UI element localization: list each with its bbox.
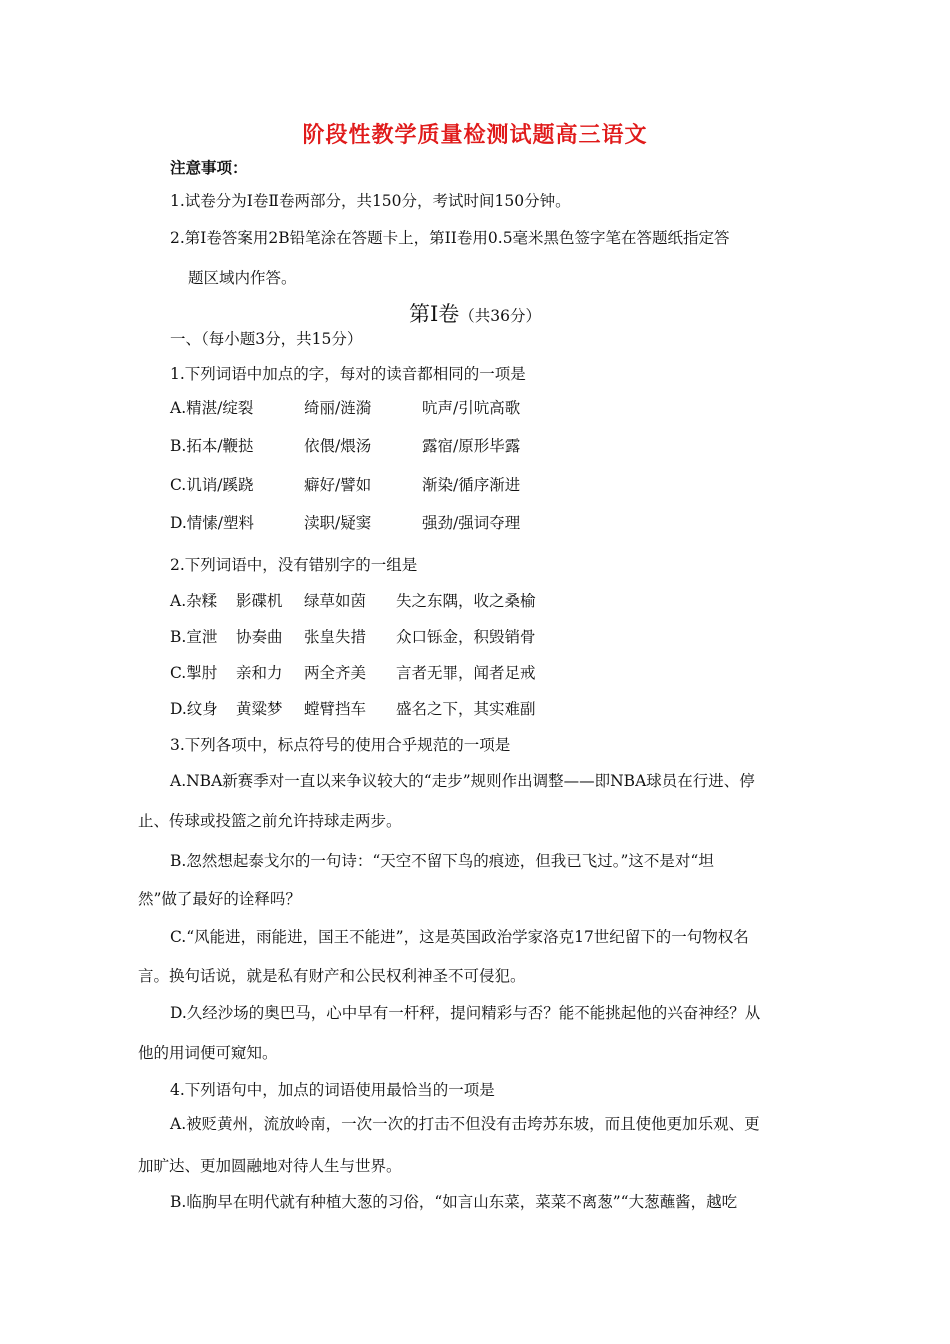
option-b-pair-3: 露宿/原形毕露 <box>422 437 521 455</box>
section-heading <box>0 298 950 328</box>
question-3-stem: 3.下列各项中，标点符号的使用合乎规范的一项是 <box>170 736 511 754</box>
question-3-option-c-cont: 言。换句话说，就是私有财产和公民权利神圣不可侵犯。 <box>138 967 526 985</box>
notice-heading: 注意事项： <box>170 158 248 177</box>
q2-d-word-1: D.纹身 <box>170 700 218 718</box>
q2-b-word-2: 协奏曲 <box>236 628 283 646</box>
q2-d-word-4: 盛名之下，其实难副 <box>396 700 536 718</box>
question-2-option-c <box>170 661 570 683</box>
option-b-pair-2: 依偎/煨汤 <box>304 437 372 455</box>
option-c-pair-2: 癖好/譬如 <box>304 476 372 494</box>
question-3-option-b-cont: 然”做了最好的诠释吗？ <box>138 890 301 908</box>
question-1-option-c <box>170 473 570 495</box>
question-4-stem: 4.下列语句中，加点的词语使用最恰当的一项是 <box>170 1081 495 1099</box>
option-c-pair-1: C.讥诮/蹊跷 <box>170 476 254 494</box>
question-4-option-a: A.被贬黄州，流放岭南，一次一次的打击不但没有击垮苏东坡，而且使他更加乐观、更 <box>170 1115 760 1133</box>
q2-b-word-3: 张皇失措 <box>304 628 367 646</box>
question-4-option-a-cont: 加旷达、更加圆融地对待人生与世界。 <box>138 1157 402 1175</box>
option-c-pair-3: 渐染/循序渐进 <box>422 476 521 494</box>
question-2-stem: 2.下列词语中，没有错别字的一组是 <box>170 556 418 574</box>
question-2-option-a <box>170 589 570 611</box>
option-a-pair-2: 绮丽/涟漪 <box>304 399 372 417</box>
section-main: 第Ⅰ卷 <box>408 302 460 326</box>
question-3-option-d-cont: 他的用词便可窥知。 <box>138 1044 278 1062</box>
question-2-option-b <box>170 625 570 647</box>
q2-d-word-3: 螳臂挡车 <box>304 700 367 718</box>
question-1-option-d <box>170 511 570 533</box>
q2-a-word-2: 影碟机 <box>236 592 283 610</box>
notice-item-2-cont: 题区域内作答。 <box>188 269 297 287</box>
question-3-option-c: C.“风能进，雨能进，国王不能进”，这是英国政治学家洛克17世纪留下的一句物权名 <box>170 928 749 946</box>
option-d-pair-2: 渎职/疑窦 <box>304 514 372 532</box>
q2-a-word-3: 绿草如茵 <box>304 592 367 610</box>
q2-d-word-2: 黄粱梦 <box>236 700 283 718</box>
q2-c-word-1: C.掣肘 <box>170 664 218 682</box>
question-3-option-a: A.NBA新赛季对一直以来争议较大的“走步”规则作出调整——即NBA球员在行进、停 <box>170 772 755 790</box>
question-3-option-b: B.忽然想起泰戈尔的一句诗：“天空不留下鸟的痕迹，但我已飞过。”这不是对“坦 <box>170 852 714 870</box>
option-d-pair-1: D.情愫/塑料 <box>170 514 255 532</box>
option-a-pair-3: 吭声/引吭高歌 <box>422 399 521 417</box>
question-1-option-a <box>170 396 570 418</box>
q2-c-word-4: 言者无罪，闻者足戒 <box>396 664 536 682</box>
question-1-stem: 1.下列词语中加点的字，每对的读音都相同的一项是 <box>170 365 526 383</box>
section-sub: （共36分） <box>459 307 542 325</box>
q2-b-word-4: 众口铄金，积毁销骨 <box>396 628 536 646</box>
option-d-pair-3: 强劲/强词夺理 <box>422 514 521 532</box>
part-one-heading: 一、（每小题3分，共15分） <box>170 330 363 348</box>
option-a-pair-1: A.精湛/绽裂 <box>170 399 254 417</box>
question-1-option-b <box>170 434 570 456</box>
q2-a-word-4: 失之东隅，收之桑榆 <box>396 592 536 610</box>
q2-c-word-2: 亲和力 <box>236 664 283 682</box>
q2-a-word-1: A.杂糅 <box>170 592 218 610</box>
notice-item-2: 2.第Ⅰ卷答案用2B铅笔涂在答题卡上，第II卷用0.5毫米黑色签字笔在答题纸指定答 <box>170 229 730 247</box>
question-3-option-d: D.久经沙场的奥巴马，心中早有一杆秤，提问精彩与否？能不能挑起他的兴奋神经？从 <box>170 1004 761 1022</box>
q2-b-word-1: B.宣泄 <box>170 628 218 646</box>
question-2-option-d <box>170 697 570 719</box>
document-title: 阶段性教学质量检测试题高三语文 <box>302 122 648 148</box>
notice-item-1: 1.试卷分为Ⅰ卷Ⅱ卷两部分，共150分，考试时间150分钟。 <box>170 192 571 210</box>
question-4-option-b: B.临朐早在明代就有种植大葱的习俗，“如言山东菜，菜菜不离葱”“大葱蘸酱，越吃 <box>170 1193 738 1211</box>
q2-c-word-3: 两全齐美 <box>304 664 367 682</box>
question-3-option-a-cont: 止、传球或投篮之前允许持球走两步。 <box>138 812 402 830</box>
option-b-pair-1: B.拓本/鞭挞 <box>170 437 254 455</box>
